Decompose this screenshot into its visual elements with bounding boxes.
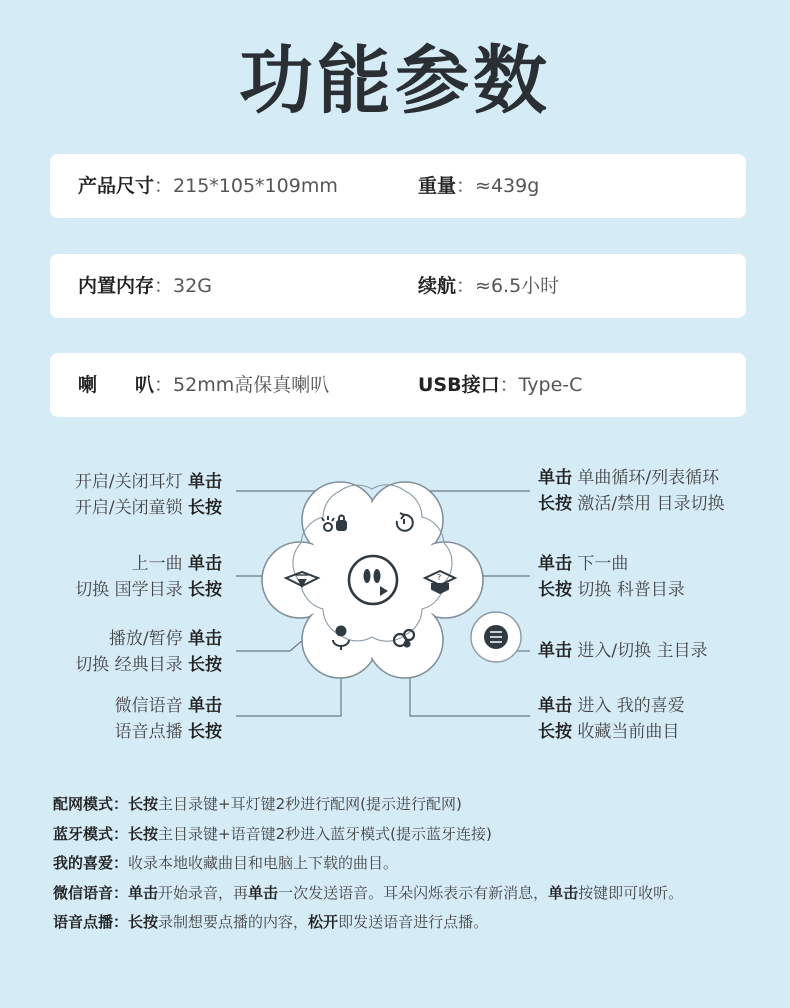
note-text: 开始录音，再 — [158, 883, 249, 902]
spec-usb — [418, 353, 582, 417]
action-text: 微信语音 — [114, 696, 183, 716]
note-text: 按键即可收听。 — [578, 883, 684, 902]
note-emphasis: 松开 — [308, 913, 339, 931]
action-text: 进入 我的喜爱 — [577, 696, 685, 716]
page-title: 功能参数 — [239, 38, 551, 124]
note-favorites — [53, 849, 773, 879]
action-text: 下一曲 — [577, 554, 629, 574]
label-play-pause — [75, 626, 222, 678]
mode-text: 长按 — [188, 655, 222, 675]
action-text: 切换 科普目录 — [577, 580, 685, 600]
mode-text: 长按 — [188, 498, 222, 518]
mode-text: 长按 — [538, 494, 572, 514]
label-wechat-voice — [115, 693, 222, 745]
spec-value: ≈439g — [475, 175, 540, 197]
mode-text: 单击 — [538, 468, 572, 488]
action-text: 开启/关闭耳灯 — [74, 472, 183, 492]
spec-colon: ： — [456, 175, 476, 197]
spec-memory — [78, 254, 212, 318]
mode-text: 单击 — [188, 629, 222, 649]
note-title: 我的喜爱： — [53, 854, 129, 872]
mode-text: 单击 — [188, 696, 222, 716]
label-previous — [75, 551, 222, 603]
usage-notes — [53, 790, 773, 938]
label-loop — [538, 465, 725, 517]
spec-label: USB接口 — [418, 374, 500, 396]
mode-text: 单击 — [538, 696, 572, 716]
action-text: 激活/禁用 目录切换 — [577, 494, 725, 514]
note-emphasis: 单击 — [548, 883, 579, 902]
menu-icon — [471, 612, 521, 662]
note-wechat-voice — [53, 879, 773, 909]
note-title: 蓝牙模式： — [53, 824, 129, 843]
spec-speaker — [78, 353, 329, 417]
note-text: 即发送语音进行点播。 — [338, 913, 489, 931]
spec-label: 内置内存 — [78, 275, 155, 297]
note-title: 配网模式： — [53, 795, 129, 813]
svg-text:?: ? — [437, 573, 442, 582]
mode-text: 长按 — [188, 722, 222, 742]
note-emphasis: 长按 — [128, 795, 159, 813]
spec-weight — [418, 154, 539, 218]
note-emphasis: 长按 — [128, 913, 159, 931]
spec-battery — [418, 254, 559, 318]
mode-text: 单击 — [538, 641, 572, 661]
mode-text: 单击 — [188, 554, 222, 574]
label-favorite — [538, 693, 685, 745]
spec-colon: ： — [154, 374, 174, 396]
note-text: 录制想要点播的内容， — [158, 913, 309, 931]
note-text: 收录本地收藏曲目和电脑上下载的曲目。 — [128, 854, 399, 872]
mode-text: 长按 — [538, 722, 572, 742]
label-next — [538, 551, 685, 603]
spec-card-size-weight — [50, 154, 746, 218]
action-text: 收藏当前曲目 — [577, 722, 680, 742]
spec-value: 215*105*109mm — [173, 175, 338, 197]
spec-size — [78, 154, 338, 218]
spec-card-speaker-usb — [50, 353, 746, 417]
action-text: 切换 经典目录 — [75, 655, 183, 675]
spec-label: 续航 — [418, 275, 457, 297]
note-title: 语音点播： — [53, 913, 129, 931]
note-bluetooth-mode — [53, 820, 773, 850]
label-earlight-lock — [75, 469, 222, 521]
mode-text: 单击 — [538, 554, 572, 574]
note-text: 主目录键+语音键2秒进入蓝牙模式(提示蓝牙连接) — [158, 824, 492, 843]
play-pause-icon — [349, 556, 397, 604]
spec-value: ≈6.5小时 — [475, 275, 560, 297]
action-text: 开启/关闭童锁 — [74, 498, 183, 518]
note-emphasis: 单击 — [248, 883, 279, 902]
spec-colon: ： — [154, 275, 174, 297]
mode-text: 长按 — [538, 580, 572, 600]
note-title: 微信语音： — [53, 883, 129, 902]
mode-text: 长按 — [188, 580, 222, 600]
spec-value: 32G — [173, 275, 212, 297]
note-text: 主目录键+耳灯键2秒进行配网(提示进行配网) — [158, 795, 462, 813]
spec-colon: ： — [456, 275, 476, 297]
mode-text: 单击 — [188, 472, 222, 492]
spec-card-memory-battery — [50, 254, 746, 318]
spec-label: 产品尺寸 — [78, 175, 155, 197]
note-emphasis: 单击 — [128, 883, 159, 902]
line-favorite — [410, 664, 530, 716]
action-text: 单曲循环/列表循环 — [577, 468, 720, 488]
action-text: 进入/切换 主目录 — [577, 641, 708, 661]
action-text: 语音点播 — [114, 722, 183, 742]
label-menu — [538, 638, 708, 664]
action-text: 播放/暂停 — [108, 629, 183, 649]
action-text: 上一曲 — [131, 554, 183, 574]
note-network-mode — [53, 790, 773, 820]
note-voice-request — [53, 908, 773, 938]
spec-colon: ： — [499, 374, 519, 396]
spec-value: 52mm高保真喇叭 — [173, 374, 330, 396]
button-diagram — [0, 455, 790, 775]
spec-value: Type-C — [518, 374, 583, 396]
action-text: 切换 国学目录 — [75, 580, 183, 600]
spec-label: 重量 — [418, 175, 457, 197]
note-text: 一次发送语音。耳朵闪烁表示有新消息， — [278, 883, 549, 902]
note-emphasis: 长按 — [128, 824, 159, 843]
spec-colon: ： — [154, 175, 174, 197]
spec-label: 喇 叭 — [78, 374, 155, 396]
